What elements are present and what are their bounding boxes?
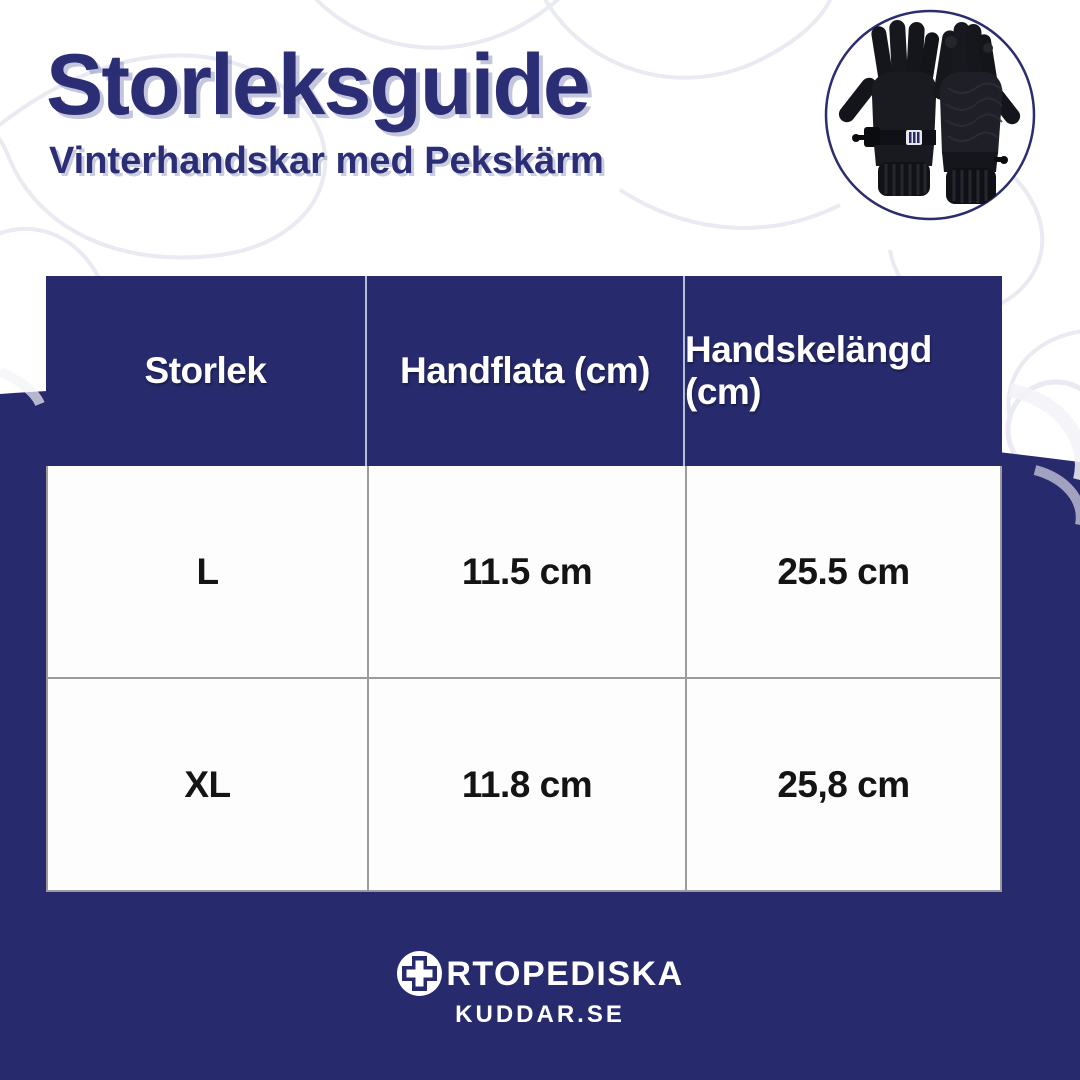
winter-gloves-photo (820, 4, 1040, 224)
brand-name: RTOPEDISKA (446, 954, 684, 993)
cell-size: XL (184, 763, 231, 805)
column-header-handflata: Handflata (cm) (365, 276, 683, 466)
medical-cross-icon (396, 950, 443, 997)
column-header-storlek: Storlek (144, 350, 267, 391)
table-row-size-xl (48, 677, 1000, 890)
brand-domain: KUDDAR.SE (455, 1001, 625, 1028)
cell-glove-length: 25.5 cm (685, 466, 1000, 677)
cell-palm-width: 11.5 cm (367, 466, 685, 677)
table-row-size-l (48, 466, 1000, 677)
cell-glove-length: 25,8 cm (685, 679, 1000, 890)
cell-palm-width: 11.8 cm (367, 679, 685, 890)
page-title: Storleksguide (46, 37, 589, 133)
product-photo-gloves (820, 4, 1040, 224)
size-table (46, 276, 1002, 892)
size-table-body (46, 466, 1002, 892)
brand-logo (393, 950, 687, 1027)
cell-size: L (196, 550, 219, 592)
column-header-handskelangd: Handskelängd (cm) (683, 276, 1002, 466)
page-subtitle: Vinterhandskar med Pekskärm (49, 140, 604, 182)
size-table-header-row (46, 276, 1002, 466)
